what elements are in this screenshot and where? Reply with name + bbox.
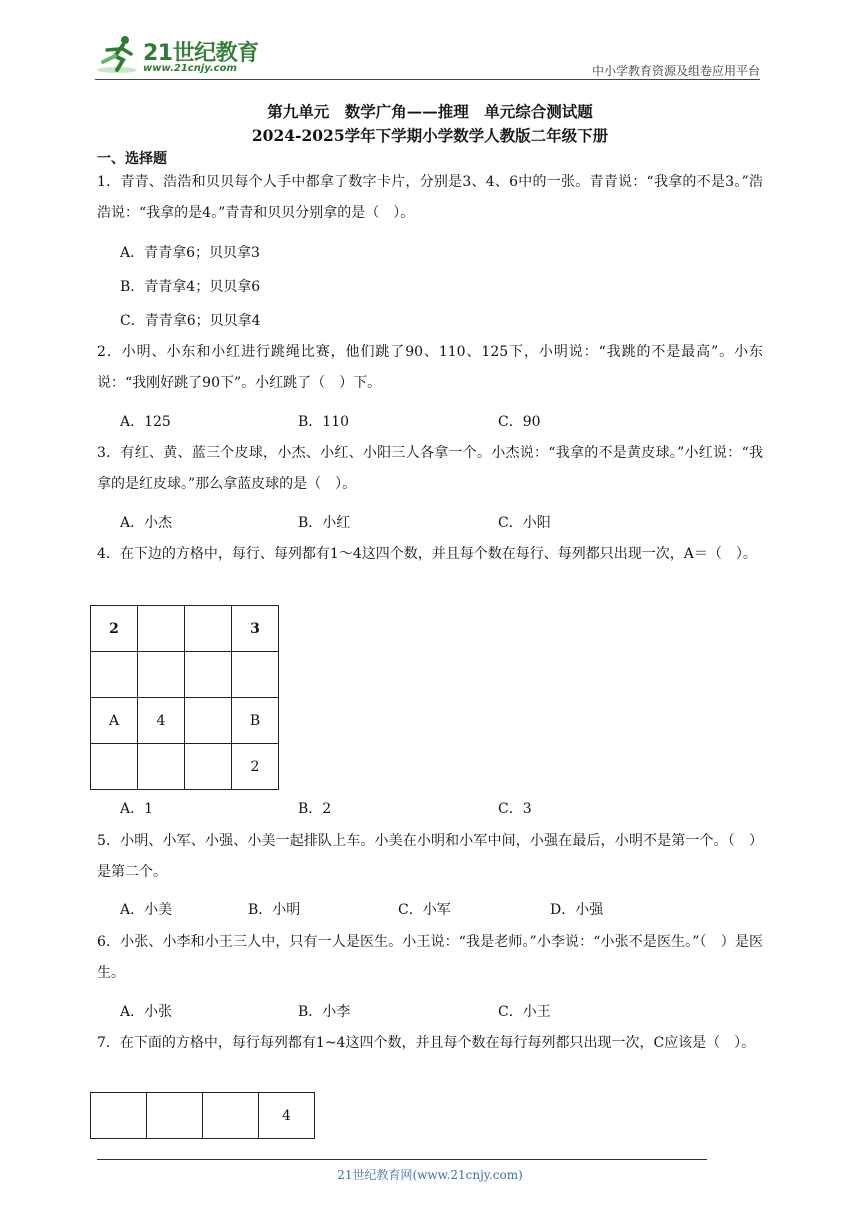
question-text: 1．青青、浩浩和贝贝每个人手中都拿了数字卡片，分别是3、4、6中的一张。青青说：“我拿的不是3。”浩浩说：“我拿的是4。”青青和贝贝分别拿的是（ ）。 xyxy=(97,174,763,221)
option-c: C．青青拿6；贝贝拿4 xyxy=(120,313,261,329)
grid-cell xyxy=(232,652,279,698)
grid-cell xyxy=(138,606,185,652)
grid-cell: 2 xyxy=(91,606,138,652)
grid-cell xyxy=(138,744,185,790)
grid-cell: 2 xyxy=(232,744,279,790)
question-text: 4．在下边的方格中，每行、每列都有1～4这四个数，并且每个数在每行、每列都只出现一次，A＝（ ）。 xyxy=(97,546,757,562)
grid-cell xyxy=(91,652,138,698)
grid-cell: A xyxy=(91,698,138,744)
option-a: A．青青拿6；贝贝拿3 xyxy=(120,245,260,261)
question-text: 5．小明、小军、小强、小美一起排队上车。小美在小明和小军中间，小强在最后，小明不是第一个。（ ）是第二个。 xyxy=(97,833,763,880)
option-c: C．小王 xyxy=(498,1004,551,1020)
option-b: B．小红 xyxy=(298,515,351,531)
footer-divider xyxy=(97,1159,707,1160)
grid-cell: 4 xyxy=(138,698,185,744)
question-text: 6．小张、小李和小王三人中，只有一人是医生。小王说：“我是老师。”小李说：“小张不是医生。”（ ）是医生。 xyxy=(97,934,763,981)
grid-row xyxy=(91,606,279,652)
grid-row xyxy=(91,698,279,744)
grid-cell xyxy=(203,1093,259,1139)
option-b: B．110 xyxy=(298,414,350,430)
question-6 xyxy=(97,927,763,989)
logo-text: 21世纪教育 xyxy=(143,41,259,66)
grid-cell: 3 xyxy=(232,606,279,652)
question-5 xyxy=(97,826,763,888)
grid-cell: B xyxy=(232,698,279,744)
option-c: C．小阳 xyxy=(498,515,551,531)
platform-text: 中小学教育资源及组卷应用平台 xyxy=(591,64,760,78)
question-7 xyxy=(97,1028,763,1059)
grid-cell xyxy=(185,744,232,790)
option-a: A．小张 xyxy=(120,1004,173,1020)
title-line-1: 第九单元 数学广角——推理 单元综合测试题 xyxy=(267,102,593,121)
number-grid xyxy=(90,1092,315,1139)
option-c: C．小军 xyxy=(398,902,451,918)
option-a: A．1 xyxy=(120,801,154,817)
question-1 xyxy=(97,167,763,229)
option-a: A．125 xyxy=(120,414,171,430)
question-4 xyxy=(97,539,763,570)
logo-url: www.21cnjy.com xyxy=(143,63,237,74)
grid-cell xyxy=(185,652,232,698)
grid-cell xyxy=(185,698,232,744)
option-c: C．90 xyxy=(498,414,541,430)
footer-link[interactable]: 21世纪教育网(www.21cnjy.com) xyxy=(337,1168,523,1182)
option-b: B．2 xyxy=(298,801,332,817)
grid-cell: 4 xyxy=(259,1093,315,1139)
option-a: A．小美 xyxy=(120,902,173,918)
number-grid xyxy=(90,605,279,790)
question-2 xyxy=(97,337,763,399)
option-d: D．小强 xyxy=(550,902,604,918)
grid-row xyxy=(91,652,279,698)
title-line-2: 2024-2025学年下学期小学数学人教版二年级下册 xyxy=(251,126,609,145)
grid-cell xyxy=(147,1093,203,1139)
option-a: A．小杰 xyxy=(120,515,173,531)
grid-cell xyxy=(185,606,232,652)
option-c: C．3 xyxy=(498,801,532,817)
option-b: B．青青拿4；贝贝拿6 xyxy=(120,279,261,295)
question-3 xyxy=(97,438,763,500)
runner-icon xyxy=(95,32,143,78)
question-text: 7．在下面的方格中，每行每列都有1~4这四个数，并且每个数在每行每列都只出现一次，C应该是（ ）。 xyxy=(97,1035,756,1051)
grid-cell xyxy=(91,744,138,790)
grid-cell xyxy=(91,1093,147,1139)
site-logo xyxy=(95,32,265,78)
grid-row xyxy=(91,744,279,790)
section-heading: 一、选择题 xyxy=(97,151,167,167)
grid-row xyxy=(91,1093,315,1139)
option-b: B．小明 xyxy=(248,902,301,918)
question-text: 3．有红、黄、蓝三个皮球，小杰、小红、小阳三人各拿一个。小杰说：“我拿的不是黄皮球。”小红说：“我拿的是红皮球。”那么拿蓝皮球的是（ ）。 xyxy=(97,445,763,492)
header-divider xyxy=(95,79,760,80)
option-b: B．小李 xyxy=(298,1004,351,1020)
grid-cell xyxy=(138,652,185,698)
page-header xyxy=(95,32,760,80)
question-text: 2．小明、小东和小红进行跳绳比赛，他们跳了90、110、125下，小明说：“我跳的不是最高”。小东说：“我刚好跳了90下”。小红跳了（ ）下。 xyxy=(97,344,763,391)
